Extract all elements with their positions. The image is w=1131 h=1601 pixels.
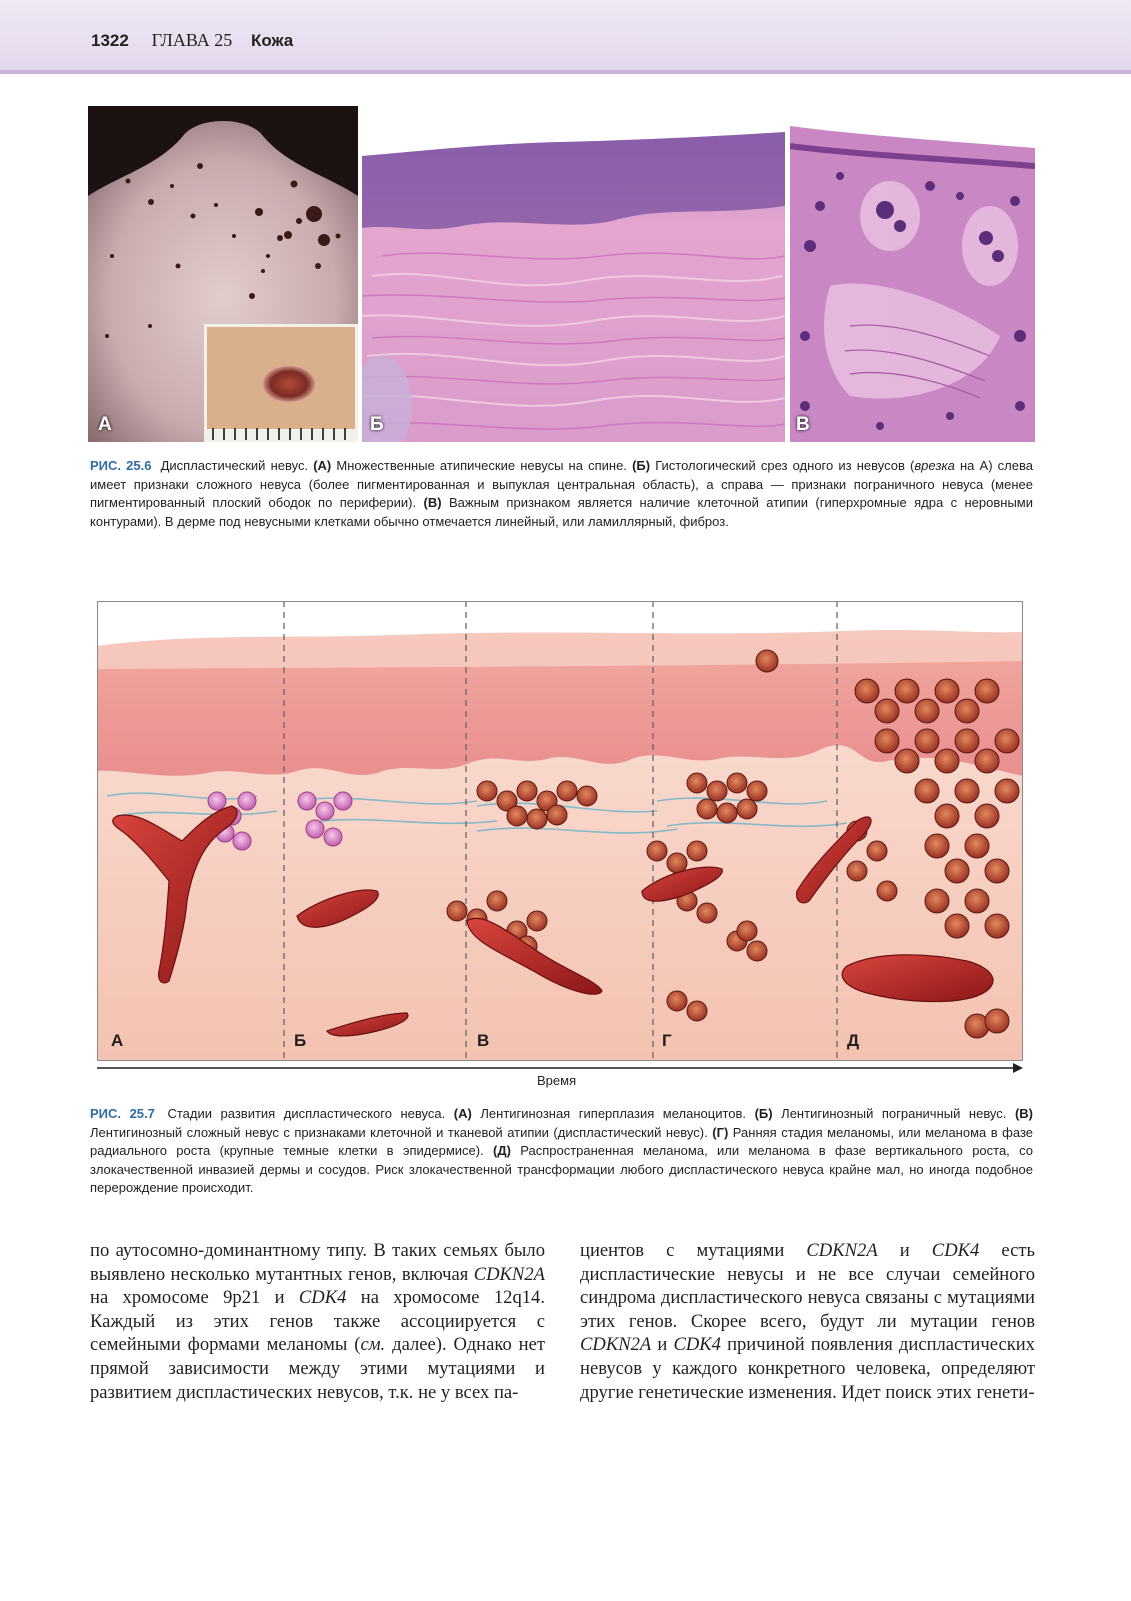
fig-25-7-diagram (97, 601, 1023, 1061)
caption-text-c: Важным признаком является наличие клеточной атипии (гиперхромные ядра с неровными контурами). В дерме под невусными клетками обычно отмечается линейный, или ламиллярный, фиброз. (90, 495, 1033, 529)
caption-inset-word: врезка (914, 458, 955, 473)
caption-marker-c: (В) (423, 495, 442, 511)
caption-title: Диспластический невус. (160, 458, 309, 473)
gene-name: CDK4 (673, 1334, 721, 1356)
chapter-topic: Кожа (250, 31, 294, 50)
body-column-right (580, 1239, 1035, 1404)
caption-text-a: Лентигинозная гиперплазия меланоцитов. (480, 1106, 747, 1121)
time-axis-label: Время (537, 1073, 577, 1088)
caption-marker-c: (В) (1014, 1106, 1034, 1121)
caption-marker-b: (Б) (632, 458, 651, 473)
cross-reference: см. (360, 1334, 386, 1356)
caption-text-b: Лентигинозный пограничный невус. (781, 1106, 1007, 1121)
fig-25-6-panel-a (88, 106, 358, 442)
panel-label-a: А (98, 414, 112, 435)
body-left-text-2: на хромосоме 9p21 и (90, 1287, 285, 1309)
caption-title: Стадии развития диспластического невуса. (167, 1106, 446, 1121)
gene-name: CDK4 (298, 1287, 347, 1309)
back-photo-image (88, 106, 358, 442)
caption-marker-e: (Д) (493, 1143, 511, 1159)
caption-text-a: Множественные атипические невусы на спине. (336, 458, 627, 473)
body-column-left (90, 1239, 545, 1404)
gene-name: CDKN2A (806, 1240, 878, 1261)
body-right-text-3: есть диспластические невусы и не все случаи семейного синдрома диспластического невуса связаны с мутациями этих генов. Скорее всего, будут ли мутации генов (580, 1240, 1035, 1332)
caption-text-c: Лентигинозный сложный невус с признаками клеточной и тканевой атипии (диспластический невус). (90, 1124, 708, 1140)
panel-label-b: Б (370, 414, 384, 435)
fig-25-7-label: РИС. 25.7 (90, 1106, 155, 1121)
caption-text-d: Ранняя стадия меланомы, или меланома в фазе радиального роста (крупные темные клетки в эпидермисе). (90, 1124, 1033, 1159)
time-axis (97, 1061, 1023, 1091)
caption-marker-a: (А) (313, 458, 332, 473)
running-header (0, 0, 1131, 74)
header-rule (0, 70, 1131, 74)
caption-text-b-part2: на А) слева имеет признаки сложного невуса (более пигментированная и выпуклая центральная область), а справа — признаки пограничного невуса (менее пигментированный плоский ободок по периферии). (90, 458, 1033, 511)
caption-marker-a: (А) (453, 1106, 472, 1121)
histology-image-c (790, 106, 1035, 442)
caption-text-e: Распространенная меланома, или меланома в фазе вертикального роста, со злокачественной инвазией дермы и сосудов. Риск злокачественной трансформации любого диспластического невуса крайне мал, но иногда подобное перерождение происходит. (90, 1143, 1033, 1196)
page-number: 1322 (91, 31, 129, 50)
body-left-text-3: на хромосоме 12q14. Каждый из этих генов также ассоциируется с семейными формами меланомы ( (90, 1287, 545, 1356)
stage-label-a: А (111, 1031, 124, 1050)
caption-marker-d: (Г) (712, 1124, 729, 1140)
panel-label-c: В (796, 414, 810, 435)
caption-text-b-part1: Гистологический срез одного из невусов ( (655, 458, 915, 473)
caption-marker-b: (Б) (754, 1106, 773, 1121)
body-right-text-5: причиной появления диспластических невусов у каждого конкретного человека, определяют другие генетические изменения. Идет поиск этих генети- (580, 1334, 1035, 1403)
stage-label-e: Д (847, 1031, 860, 1050)
chapter-label: ГЛАВА 25 (151, 30, 233, 50)
body-right-text-4: и (657, 1334, 668, 1356)
nevus-stages-illustration (97, 601, 1023, 1061)
fig-25-6-caption (90, 457, 1033, 531)
histology-image-b (362, 106, 785, 442)
stage-label-c: В (477, 1031, 490, 1050)
fig-25-6-panel-b (362, 106, 785, 442)
stage-label-b: Б (294, 1031, 307, 1050)
body-left-text-1: по аутосомно-доминантному типу. В таких семьях было выявлено несколько мутантных генов, включая (90, 1240, 545, 1285)
body-left-text-4: далее). Однако нет прямой зависимости между этими мутациями и развитием диспластических невусов, т.к. не у всех па- (90, 1334, 545, 1403)
header-text (91, 30, 293, 51)
stage-label-d: Г (662, 1031, 672, 1050)
fig-25-6-panel-c (790, 106, 1035, 442)
fig-25-6-label: РИС. 25.6 (90, 458, 152, 473)
gene-name: CDKN2A (580, 1334, 652, 1356)
gene-name: CDKN2A (473, 1263, 545, 1285)
gene-name: CDK4 (931, 1240, 980, 1261)
body-right-text-2: и (899, 1240, 910, 1261)
fig-25-7-caption (90, 1105, 1033, 1198)
body-right-text-1: циентов с мутациями (580, 1240, 785, 1261)
